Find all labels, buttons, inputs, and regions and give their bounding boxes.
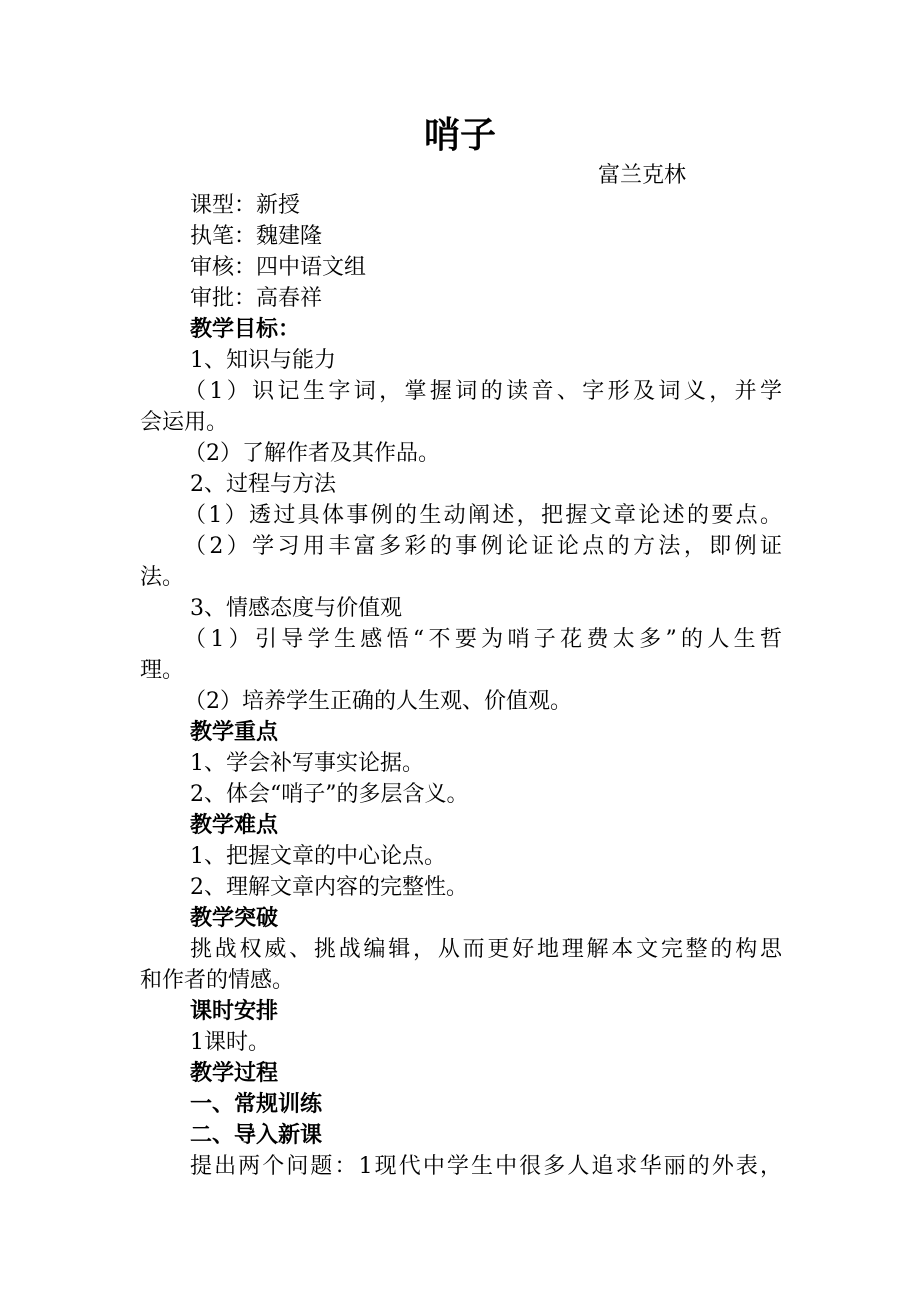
paragraph-line: 1、学会补写事实论据。 — [190, 751, 424, 776]
paragraph-line: （2）学习用丰富多彩的事例论证论点的方法，即例证 — [184, 534, 782, 559]
section-heading: 课时安排 — [190, 999, 279, 1024]
section-heading: 二、导入新课 — [190, 1123, 323, 1148]
section-heading: 教学重点 — [190, 720, 279, 745]
document-title: 哨子 — [423, 115, 496, 156]
paragraph-line: 3、情感态度与价值观 — [190, 596, 402, 621]
paragraph-line: （1）识记生字词，掌握词的读音、字形及词义，并学 — [184, 379, 782, 404]
paragraph-line: 课型：新授 — [190, 193, 301, 218]
paragraph-line: 会运用。 — [140, 410, 229, 435]
paragraph-line: （1）透过具体事例的生动阐述，把握文章论述的要点。 — [184, 503, 782, 528]
paragraph-line: （2）了解作者及其作品。 — [184, 441, 440, 466]
paragraph-line: 2、过程与方法 — [190, 472, 336, 497]
paragraph-line: （1）引导学生感悟“不要为哨子花费太多”的人生哲 — [184, 627, 782, 652]
paragraph-line: 法。 — [140, 565, 185, 590]
document-author: 富兰克林 — [598, 163, 687, 188]
paragraph-line: 和作者的情感。 — [140, 968, 295, 993]
paragraph-line: 提出两个问题：1现代中学生中很多人追求华丽的外表， — [190, 1154, 782, 1179]
paragraph-line: 理。 — [140, 658, 185, 683]
paragraph-line: 2、体会“哨子”的多层含义。 — [190, 782, 469, 807]
paragraph-line: 1、把握文章的中心论点。 — [190, 844, 446, 869]
paragraph-line: 审批：高春祥 — [190, 286, 323, 311]
section-heading: 教学突破 — [190, 906, 279, 931]
paragraph-line: 1、知识与能力 — [190, 348, 336, 373]
paragraph-line: 2、理解文章内容的完整性。 — [190, 875, 468, 900]
paragraph-line: （2）培养学生正确的人生观、价值观。 — [184, 689, 572, 714]
section-heading: 一、常规训练 — [190, 1092, 323, 1117]
section-heading: 教学目标： — [190, 317, 301, 342]
paragraph-line: 1课时。 — [190, 1030, 270, 1055]
paragraph-line: 审核：四中语文组 — [190, 255, 367, 280]
section-heading: 教学难点 — [190, 813, 279, 838]
document-body — [140, 190, 782, 1182]
section-heading: 教学过程 — [190, 1061, 279, 1086]
paragraph-line: 挑战权威、挑战编辑，从而更好地理解本文完整的构思 — [190, 937, 782, 962]
paragraph-line: 执笔：魏建隆 — [190, 224, 323, 249]
